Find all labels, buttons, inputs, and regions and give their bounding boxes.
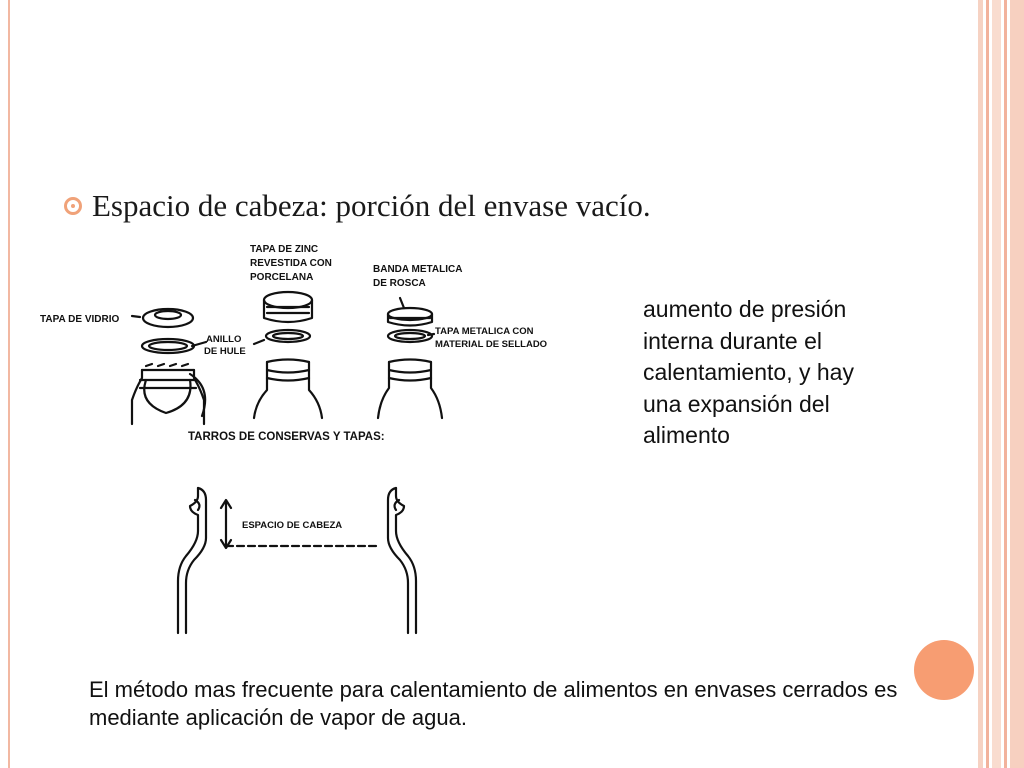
metal-band-label-line1: BANDA METALICA — [373, 264, 463, 275]
pointer-line — [428, 334, 434, 335]
right-frame-stripe — [992, 0, 1001, 768]
glass-lid-jar-illustration — [132, 309, 205, 424]
diagram-caption: TARROS DE CONSERVAS Y TAPAS: — [188, 431, 385, 443]
zinc-lid-label-line2: REVESTIDA CON — [250, 258, 332, 269]
bullet-icon — [64, 197, 82, 215]
right-frame-stripe — [1010, 0, 1024, 768]
metal-band-jar-illustration — [378, 308, 442, 418]
zinc-lid-jar-illustration — [254, 292, 322, 418]
pointer-line — [254, 340, 264, 344]
right-frame-stripe — [978, 0, 983, 768]
right-frame-stripe — [986, 0, 989, 768]
rubber-ring-label-line1: ANILLO — [206, 334, 242, 345]
zinc-lid-label-line1: TAPA DE ZINC — [250, 244, 319, 255]
zinc-lid-label-line3: PORCELANA — [250, 272, 314, 283]
metal-lid-label-line1: TAPA METALICA CON — [435, 326, 534, 337]
pointer-line — [400, 298, 404, 308]
accent-circle-decoration — [914, 640, 974, 700]
slide-heading: Espacio de cabeza: porción del envase vacío. — [92, 188, 651, 223]
headspace-label: ESPACIO DE CABEZA — [242, 520, 343, 531]
jar-cross-section-illustration — [178, 488, 416, 633]
metal-lid-label-line2: MATERIAL DE SELLADO — [435, 339, 548, 350]
left-frame-line — [8, 0, 10, 768]
pointer-line — [132, 316, 140, 317]
footer-text: El método mas frecuente para calentamiento de alimentos en envases cerrados es mediante aplicación de vapor de agua. — [89, 677, 898, 730]
jar-diagram — [30, 238, 590, 638]
glass-lid-label: TAPA DE VIDRIO — [40, 314, 120, 325]
side-note-text: aumento de presión interna durante el calentamiento, y hay una expansión del alimento — [643, 296, 854, 448]
metal-band-label-line2: DE ROSCA — [373, 278, 426, 289]
right-frame-stripe — [1004, 0, 1007, 768]
rubber-ring-label-line2: DE HULE — [204, 346, 246, 357]
